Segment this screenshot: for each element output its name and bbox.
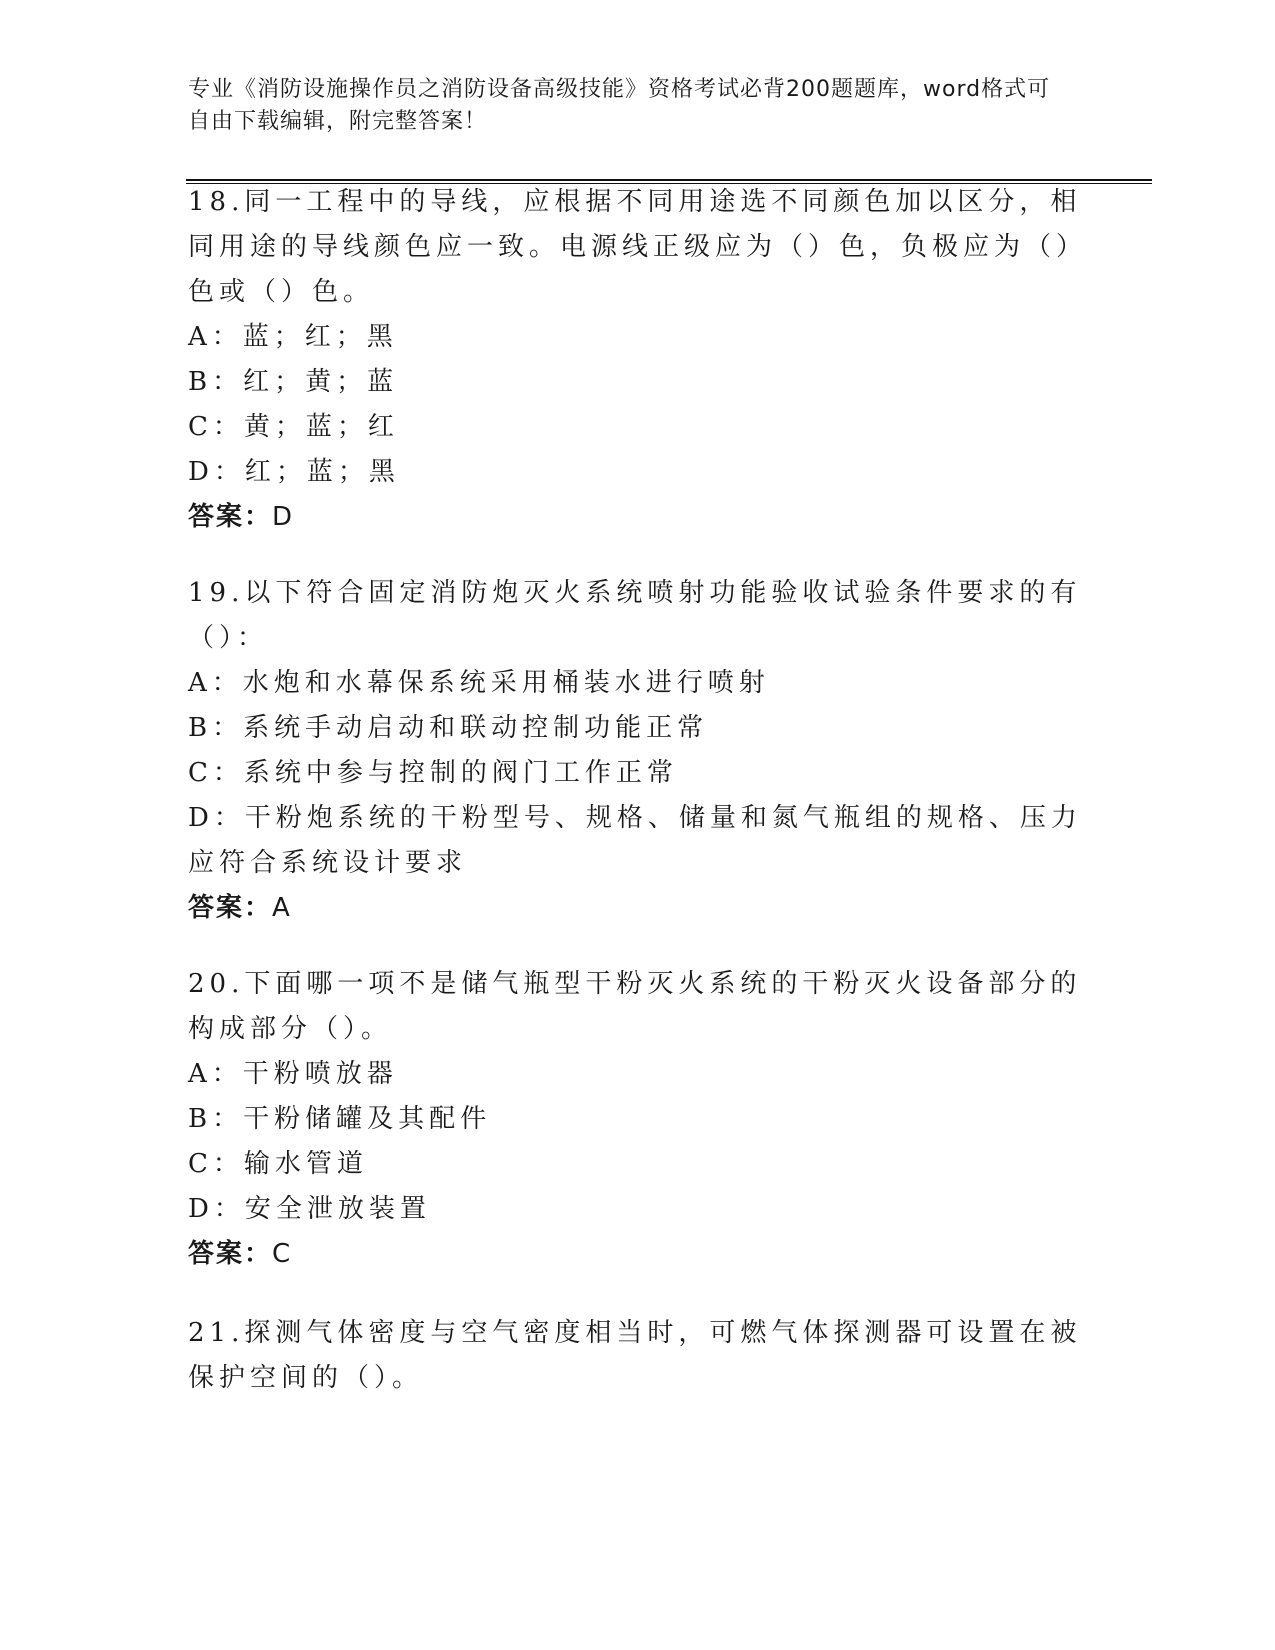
answer	[188, 886, 1088, 931]
option-d: D：红；蓝；黑	[188, 457, 400, 487]
question-20	[188, 962, 1088, 1277]
answer-value: C	[272, 1239, 293, 1269]
document-header: 专业《消防设施操作员之消防设备高级技能》资格考试必背200题题库，word格式可自由下载编辑，附完整答案！	[188, 77, 1051, 134]
answer-value: D	[272, 502, 295, 532]
option-c: C：黄；蓝；红	[188, 412, 399, 442]
option-d: D：安全泄放装置	[188, 1194, 431, 1224]
option-d: D：干粉炮系统的干粉型号、规格、储量和氮气瓶组的规格、压力应符合系统设计要求	[188, 803, 1082, 878]
option-c: C：输水管道	[188, 1149, 368, 1179]
question-18	[188, 180, 1088, 540]
question-stem: 18.同一工程中的导线，应根据不同用途选不同颜色加以区分，相同用途的导线颜色应一致。电源线正级应为（）色，负极应为（）色或（）色。	[188, 187, 1088, 307]
option-a: A：干粉喷放器	[188, 1059, 398, 1089]
option-c: C：系统中参与控制的阀门工作正常	[188, 758, 678, 788]
question-21	[188, 1311, 1088, 1401]
question-stem: 21.探测气体密度与空气密度相当时，可燃气体探测器可设置在被保护空间的（）。	[188, 1318, 1082, 1393]
option-b: B：系统手动启动和联动控制功能正常	[188, 713, 709, 743]
option-b: B：干粉储罐及其配件	[188, 1104, 492, 1134]
answer-label: 答案：	[188, 893, 273, 923]
question-stem: 20.下面哪一项不是储气瓶型干粉灭火系统的干粉灭火设备部分的构成部分（）。	[188, 969, 1082, 1044]
option-a: A：水炮和水幕保系统采用桶装水进行喷射	[188, 668, 770, 698]
answer-label: 答案：	[188, 502, 273, 532]
answer	[188, 1232, 1088, 1277]
question-stem: 19.以下符合固定消防炮灭火系统喷射功能验收试验条件要求的有（）：	[188, 578, 1082, 653]
answer-label: 答案：	[188, 1239, 273, 1269]
option-a: A：蓝；红；黑	[188, 322, 398, 352]
answer	[188, 495, 1088, 540]
answer-value: A	[272, 893, 292, 923]
option-b: B：红；黄；蓝	[188, 367, 399, 397]
question-19	[188, 571, 1088, 931]
